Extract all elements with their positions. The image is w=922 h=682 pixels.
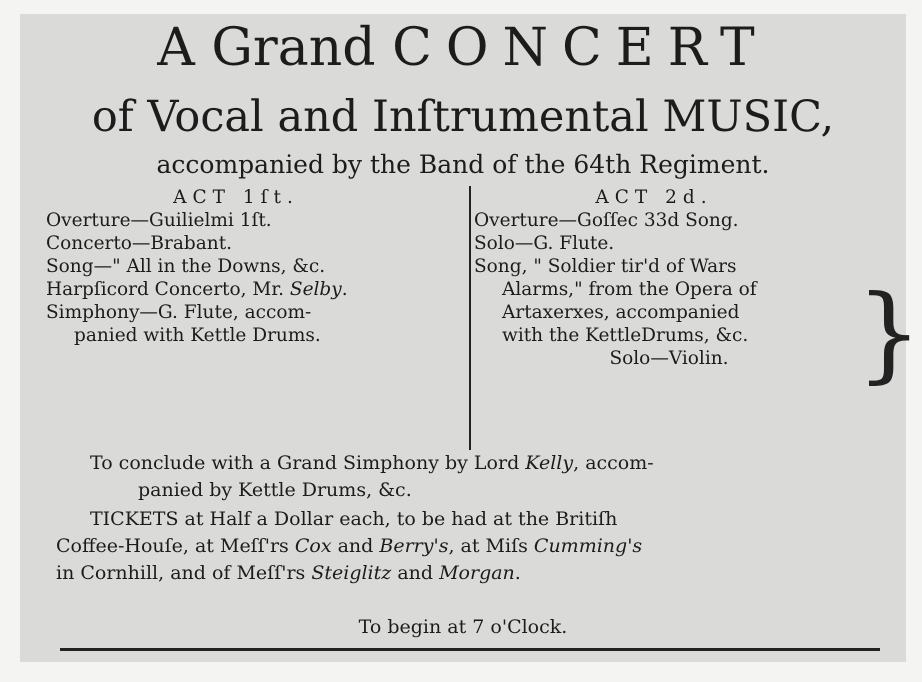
vendor-name: Berry's xyxy=(379,535,449,557)
concert-advertisement xyxy=(20,14,922,662)
tickets-paragraph xyxy=(50,506,886,587)
act-1-item-continued: panied with Kettle Drums. xyxy=(74,325,321,346)
act-2-heading: ACT 2d. xyxy=(595,187,713,208)
act-1-item xyxy=(46,278,466,301)
headline-line-1 xyxy=(20,18,906,78)
tickets-text: , at Miſs xyxy=(448,535,534,557)
act-2-column xyxy=(474,186,864,370)
act-1-item: Overture—Guilielmi 1ſt. xyxy=(46,210,272,231)
act-1-column xyxy=(46,186,466,347)
conclude-line-2: panied by Kettle Drums, &c. xyxy=(138,479,412,501)
conclude-paragraph xyxy=(50,450,886,504)
act-2-item: Solo—G. Flute. xyxy=(474,233,615,254)
act-2-closing-item: Solo—Violin. xyxy=(609,348,729,369)
act-2-item-continued: Alarms," from the Opera of xyxy=(502,279,757,300)
lord-name: Kelly xyxy=(525,452,574,474)
tickets-line-2 xyxy=(50,533,886,560)
act-1-item: Concerto—Brabant. xyxy=(46,233,233,254)
vendor-name: Cumming's xyxy=(533,535,643,557)
headline-line-3: accompanied by the Band of the 64th Regiment. xyxy=(156,150,770,179)
act-1-heading: ACT 1ſt. xyxy=(173,187,299,208)
tickets-text: Coffee-Houſe, at Meſſ'rs xyxy=(56,535,295,557)
performer-name: Selby xyxy=(289,279,342,300)
act-2-item-continued: Artaxerxes, accompanied xyxy=(502,302,740,323)
headline-concert-word: CONCERT xyxy=(392,18,769,78)
headline-prefix: A Grand xyxy=(157,18,376,78)
conclude-text-end: , accom- xyxy=(573,452,654,474)
headline-line-2: of Vocal and Inſtrumental MUSIC, xyxy=(91,92,835,142)
act-2-item: Song, " Soldier tir'd of Wars xyxy=(474,256,737,277)
curly-brace-icon: } xyxy=(856,272,922,394)
tickets-text: and xyxy=(391,562,440,584)
conclude-line-1 xyxy=(50,450,886,477)
harpsicord-text: Harpſicord Concerto, Mr. xyxy=(46,279,290,300)
tickets-text: in Cornhill, and of Meſſ'rs xyxy=(56,562,312,584)
vendor-name: Steiglitz xyxy=(311,562,392,584)
bottom-rule xyxy=(60,648,880,651)
start-time: To begin at 7 o'Clock. xyxy=(358,616,568,638)
vendor-name: Cox xyxy=(294,535,332,557)
harpsicord-end: . xyxy=(341,279,348,300)
tickets-text: . xyxy=(514,562,521,584)
act-1-item: Simphony—G. Flute, accom- xyxy=(46,302,312,323)
tickets-line-3 xyxy=(50,560,886,587)
tickets-line-1: TICKETS at Half a Dollar each, to be had at the Britiſh xyxy=(90,508,618,530)
tickets-text: and xyxy=(331,535,380,557)
conclude-text: To conclude with a Grand Simphony by Lord xyxy=(90,452,526,474)
act-2-item: Overture—Goſſec 33d Song. xyxy=(474,210,739,231)
act-1-item: Song—" All in the Downs, &c. xyxy=(46,256,326,277)
column-divider xyxy=(469,186,471,450)
act-2-item-continued: with the KettleDrums, &c. xyxy=(502,325,749,346)
vendor-name: Morgan xyxy=(439,562,515,584)
